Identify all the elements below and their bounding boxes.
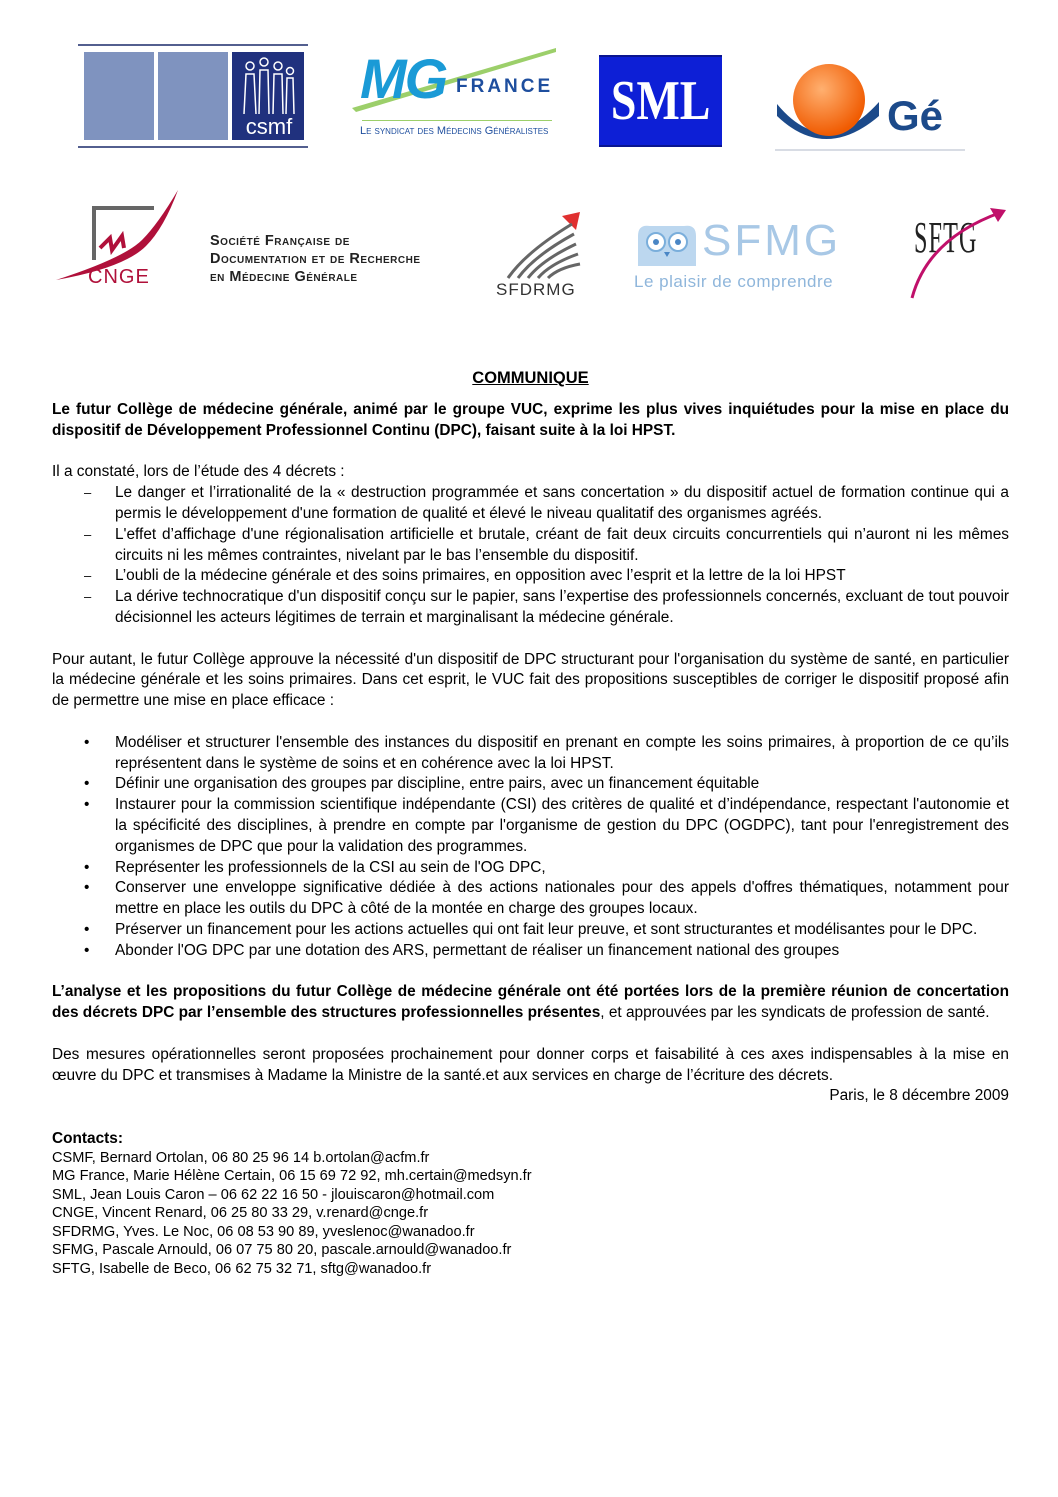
sftg-logo-text: SFTG	[914, 213, 978, 262]
list-item: – L’oubli de la médecine générale et des soins primaires, en opposition avec l’esprit et la lettre de la loi HPST	[52, 566, 1009, 587]
csmf-logo-text: csmf	[245, 114, 293, 139]
list-item: • Modéliser et structurer l'ensemble des instances du dispositif en prenant en compte les soins primaires, à proportion de ce qu’ils représentent dans le système de soins et en cohérence avec la loi HPST.	[84, 733, 1009, 772]
list-item: • Définir une organisation des groupes par discipline, entre pairs, avec un financement équitable	[52, 774, 1009, 795]
sfdrmg-society-line3: en Médecine Générale	[210, 269, 358, 285]
sml-logo	[599, 55, 722, 147]
bullet-marker: •	[84, 941, 90, 959]
list-item: • Préserver un financement pour les actions actuelles qui ont fait leur preuve, et sont structurantes et modélisantes pour le DPC.	[52, 920, 1009, 941]
list-item: – L'effet d’affichage d'une régionalisation artificielle et brutale, créant de fait deux circuits concurrentiels qui n’auront ni les mêmes circuits ni les mêmes contraintes, nivelant par le bas l’ensemble du dispositif.	[84, 525, 1009, 564]
constat-list	[52, 483, 1009, 629]
contact-line: CNGE, Vincent Renard, 06 25 80 33 29, v.renard@cnge.fr	[52, 1205, 429, 1222]
dash-marker: –	[84, 568, 92, 584]
contact-line: MG France, Marie Hélène Certain, 06 15 69 72 92, mh.certain@medsyn.fr	[52, 1168, 532, 1185]
mg-france-logo	[352, 46, 558, 144]
unof-logo	[775, 62, 965, 152]
bullet-marker: •	[84, 879, 90, 897]
sfmg-logo-tagline: Le plaisir de comprendre	[634, 272, 834, 291]
dash-marker: –	[84, 526, 92, 542]
list-item: • Conserver une enveloppe significative dédiée à des actions nationales pour des appels d'offres thématiques, notamment pour mettre en place les outils du DPC à côté de la montée en charge des groupes locaux.	[84, 879, 1009, 918]
list-item: • Instaurer pour la commission scientifique indépendante (CSI) des critères de qualité et d’indépendance, respectant l'autonomie et la spécificité des disciplines, à prendre en compte par l'organisme de gestion du DPC (OGDPC), tant pour l'enregistrement des organismes de DPC que pour la validation des programmes.	[84, 796, 1009, 855]
page-title: COMMUNIQUE	[472, 369, 589, 387]
list-item: • Abonder l'OG DPC par une dotation des ARS, permettant de réaliser un financement national des groupes	[52, 941, 1009, 962]
analysis-bold: L’analyse et les propositions du futur Collège de médecine générale ont été portées lors de la première réunion de concertation des décrets DPC par l’ensemble des structures professionnelles présentes	[52, 983, 1009, 1022]
analysis-paragraph	[52, 982, 1009, 1024]
list-item: – La dérive technocratique d'un dispositif conçu sur le papier, sans l’expertise des professionnels concernés, excluant de tout pouvoir décisionnel les acteurs légitimes de terrain et marginalisant la médecine générale.	[84, 588, 1009, 626]
sfmg-logo-text: SFMG	[702, 216, 842, 265]
measures-paragraph: Des mesures opérationnelles seront proposées prochainement pour donner corps et faisabilité à ces axes indispensables à la mise en œuvre du DPC et transmises à Madame la Ministre de la santé.et aux services en charge de l’écriture des décrets.	[52, 1045, 1009, 1084]
unof-logo-text: Gé	[887, 92, 944, 139]
sfdrmg-society-logo	[210, 232, 490, 288]
cnge-logo	[54, 188, 182, 290]
list-item: – Le danger et l’irrationalité de la « destruction programmée et sans concertation » du dispositif actuel de formation continue qui a permis le développement d'une formation de qualité et élevé le niveau qualitatif des organismes agréés.	[84, 484, 1009, 522]
sfdrmg-logo-text: SFDRMG	[496, 280, 576, 299]
cnge-logo-text: CNGE	[88, 266, 150, 288]
sftg-logo	[908, 198, 1010, 302]
list-item: • Représenter les professionnels de la CSI au sein de l'OG DPC,	[52, 858, 1009, 879]
intro-paragraph: Le futur Collège de médecine générale, animé par le groupe VUC, exprime les plus vives inquiétudes pour la mise en place du dispositif de Développement Professionnel Continu (DPC), faisant suite à la loi HPST.	[52, 401, 1009, 439]
sfdrmg-logo	[496, 212, 592, 300]
contacts-title: Contacts:	[52, 1129, 123, 1147]
bullet-marker: •	[84, 858, 90, 876]
analysis-rest: , et approuvées par les syndicats de profession de santé.	[600, 1004, 990, 1022]
approval-paragraph: Pour autant, le futur Collège approuve la nécessité d'un dispositif de DPC structurant pour l'organisation du système de santé, en particulier la médecine générale et les soins primaires. Dans cet esprit, le VUC fait des propositions susceptibles de corriger le dispositif proposé afin de permettre une mise en place efficace :	[52, 650, 1009, 710]
dash-marker: –	[84, 485, 92, 501]
sfmg-logo	[634, 216, 866, 294]
constat-lead: Il a constaté, lors de l’étude des 4 décrets :	[52, 463, 345, 481]
sfdrmg-society-line2: Documentation et de Recherche	[210, 251, 421, 267]
mg-france-logo-mg: MG	[360, 47, 447, 110]
contacts-block	[52, 1128, 1009, 1279]
bullet-marker: •	[84, 796, 90, 814]
mg-france-logo-france: FRANCE	[456, 76, 554, 97]
bullet-marker: •	[84, 775, 90, 793]
dash-marker: –	[84, 589, 92, 605]
csmf-logo	[78, 44, 308, 148]
contact-line: CSMF, Bernard Ortolan, 06 80 25 96 14 b.ortolan@acfm.fr	[52, 1149, 430, 1166]
contact-line: SFDRMG, Yves. Le Noc, 06 08 53 90 89, yveslenoc@wanadoo.fr	[52, 1223, 475, 1240]
proposition-list	[52, 733, 1009, 962]
contact-line: SFMG, Pascale Arnould, 06 07 75 80 20, pascale.arnould@wanadoo.fr	[52, 1242, 512, 1259]
mg-france-logo-tagline: Le syndicat des Médecins Généralistes	[360, 125, 549, 137]
bullet-marker: •	[84, 733, 90, 751]
sfdrmg-society-line1: Société Française de	[210, 233, 350, 249]
contact-line: SFTG, Isabelle de Beco, 06 62 75 32 71, sftg@wanadoo.fr	[52, 1260, 432, 1277]
contact-line: SML, Jean Louis Caron – 06 62 22 16 50 - jlouiscaron@hotmail.com	[52, 1186, 495, 1203]
date-line: Paris, le 8 décembre 2009	[829, 1087, 1009, 1105]
communique-body	[52, 368, 1009, 1278]
bullet-marker: •	[84, 920, 90, 938]
sml-logo-text: SML	[610, 70, 711, 132]
